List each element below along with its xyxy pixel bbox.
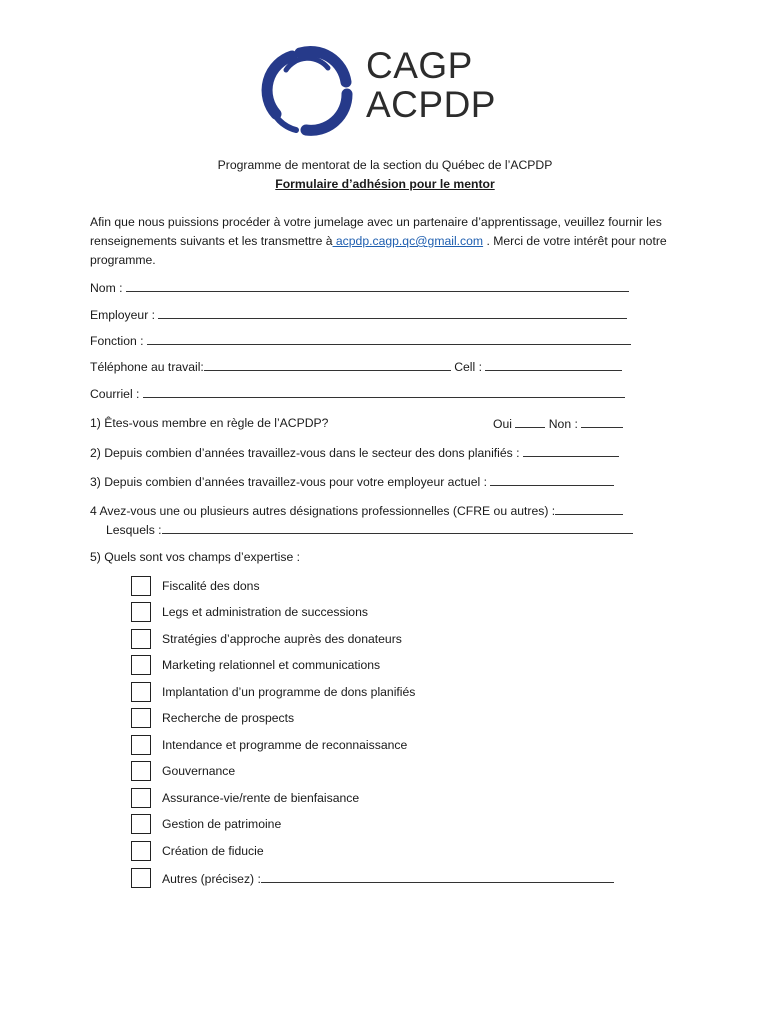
question-4-which-field[interactable] [162, 522, 633, 534]
fonction-label: Fonction : [90, 334, 147, 348]
fonction-row [90, 333, 631, 348]
question-4-which-row [106, 522, 633, 537]
question-3-field[interactable] [490, 474, 614, 486]
expertise-label [162, 871, 614, 886]
ring-logo-icon [256, 44, 356, 140]
program-subtitle: Programme de mentorat de la section du Québec de l’ACPDP [217, 158, 553, 172]
expertise-label: Assurance-vie/rente de bienfaisance [162, 791, 360, 805]
question-5-label: 5) Quels sont vos champs d’expertise : [90, 550, 300, 564]
checkbox[interactable] [131, 868, 151, 888]
employeur-row [90, 307, 627, 322]
courriel-row [90, 386, 625, 401]
expertise-label: Intendance et programme de reconnaissance [162, 738, 408, 752]
cagp-acpdp-logo [256, 44, 516, 140]
nom-field[interactable] [126, 280, 629, 292]
question-2-label: 2) Depuis combien d’années travaillez-vous dans le secteur des dons planifiés : [90, 446, 523, 460]
fonction-field[interactable] [147, 333, 631, 345]
nom-row [90, 280, 629, 295]
telephone-field[interactable] [204, 359, 451, 371]
question-4-row [90, 503, 623, 518]
question-2-row [90, 445, 619, 460]
question-3-label: 3) Depuis combien d’années travaillez-vous pour votre employeur actuel : [90, 475, 491, 489]
checkbox[interactable] [131, 682, 151, 702]
contact-email-link[interactable]: acpdp.cagp.qc@gmail.com [332, 234, 484, 248]
cell-field[interactable] [485, 359, 622, 371]
expertise-label: Création de fiducie [162, 844, 264, 858]
telephone-row [90, 359, 622, 374]
question-3-row [90, 474, 614, 489]
checkbox[interactable] [131, 735, 151, 755]
checkbox[interactable] [131, 841, 151, 861]
checkbox[interactable] [131, 761, 151, 781]
non-label: Non : [545, 417, 582, 431]
other-label: Autres (précisez) : [162, 872, 261, 886]
checkbox[interactable] [131, 655, 151, 675]
expertise-label: Stratégies d’approche auprès des donateurs [162, 632, 402, 646]
question-1-row [90, 416, 328, 430]
question-2-field[interactable] [523, 445, 619, 457]
checkbox[interactable] [131, 814, 151, 834]
checkbox[interactable] [131, 576, 151, 596]
checkbox[interactable] [131, 629, 151, 649]
expertise-label: Recherche de prospects [162, 711, 295, 725]
question-5-row [90, 550, 300, 564]
other-field[interactable] [261, 871, 614, 883]
oui-label: Oui [493, 417, 516, 431]
expertise-label: Marketing relationnel et communications [162, 658, 381, 672]
question-1-label: 1) Êtes-vous membre en règle de l’ACPDP? [90, 416, 329, 430]
checkbox[interactable] [131, 788, 151, 808]
question-4-field[interactable] [555, 503, 623, 515]
expertise-label: Gestion de patrimoine [162, 817, 282, 831]
courriel-label: Courriel : [90, 387, 143, 401]
expertise-label: Legs et administration de successions [162, 605, 368, 619]
intro-paragraph [90, 213, 670, 270]
logo-line-acpdp: ACPDP [366, 84, 496, 125]
question-1-answers [493, 416, 623, 431]
form-title: Formulaire d’adhésion pour le mentor [275, 177, 495, 191]
employeur-label: Employeur : [90, 308, 159, 322]
cell-label: Cell : [450, 360, 486, 374]
question-4-label: 4 Avez-vous une ou plusieurs autres désignations professionnelles (CFRE ou autres) : [90, 504, 556, 518]
checkbox[interactable] [131, 602, 151, 622]
expertise-label: Implantation d’un programme de dons planifiés [162, 685, 416, 699]
logo-wordmark [366, 46, 496, 124]
employeur-field[interactable] [158, 307, 627, 319]
question-4-which-label: Lesquels : [106, 523, 162, 537]
checkbox[interactable] [131, 708, 151, 728]
expertise-label: Fiscalité des dons [162, 579, 260, 593]
logo-line-cagp: CAGP [366, 45, 473, 86]
intro-text-after: . Merci de votre intérêt pour notre programme. [90, 234, 667, 267]
courriel-field[interactable] [143, 386, 625, 398]
telephone-label: Téléphone au travail: [90, 360, 204, 374]
oui-field[interactable] [515, 416, 545, 428]
expertise-label: Gouvernance [162, 764, 236, 778]
nom-label: Nom : [90, 281, 126, 295]
intro-text-before: Afin que nous puissions procéder à votre jumelage avec un partenaire d’apprentissage, veuillez fournir les renseignements suivants et les transmettre à [90, 215, 662, 248]
non-field[interactable] [581, 416, 623, 428]
